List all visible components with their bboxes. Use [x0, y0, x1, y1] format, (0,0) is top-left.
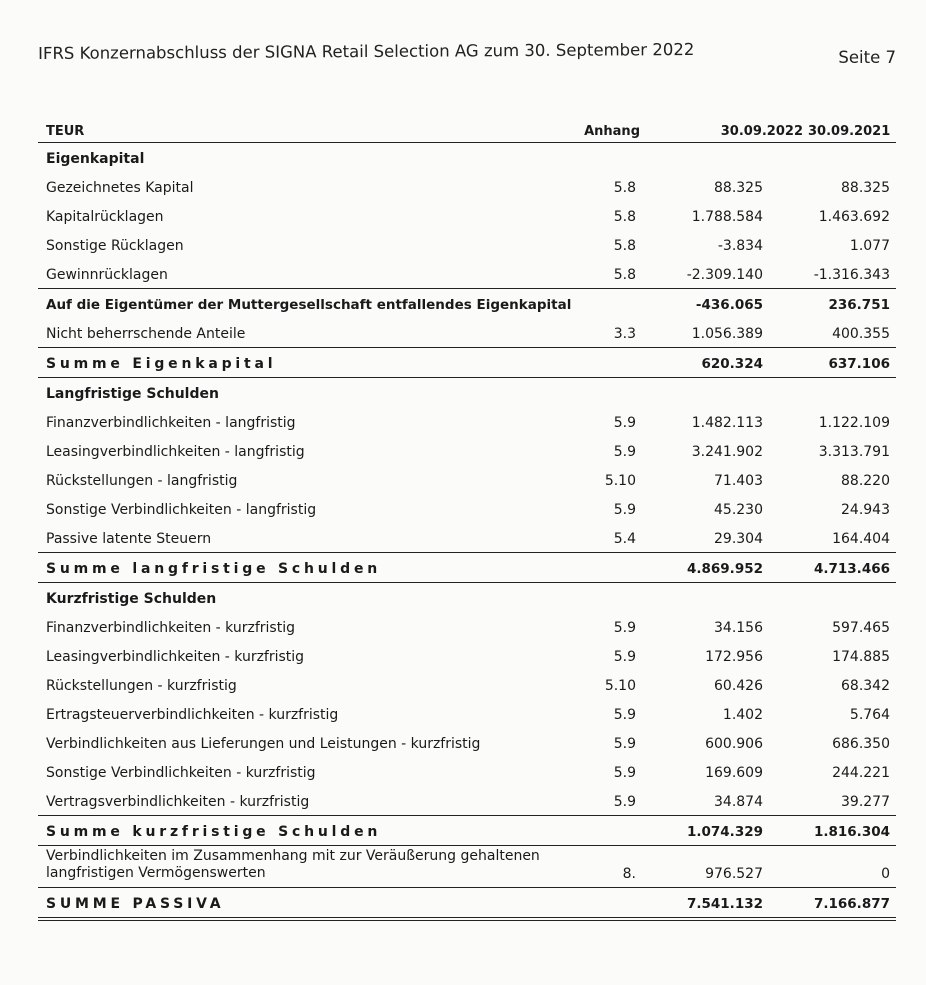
value-2021: 236.751: [828, 297, 890, 313]
row-label: Auf die Eigentümer der Muttergesellschaft entfallendes Eigenkapital: [46, 297, 572, 313]
row-note: 5.9: [613, 415, 636, 431]
row-label: Leasingverbindlichkeiten - langfristig: [46, 444, 305, 460]
balance-sheet-liabilities-table: [38, 118, 896, 921]
value-2021: 3.313.791: [818, 444, 890, 460]
section-heading-row: [38, 378, 896, 407]
table-row: [38, 728, 896, 757]
document-title: IFRS Konzernabschluss der SIGNA Retail Selection AG zum 30. September 2022: [38, 39, 695, 63]
table-row: [38, 670, 896, 699]
row-label: Eigenkapital: [46, 151, 145, 167]
value-2022: 620.324: [701, 356, 763, 372]
value-2022: 600.906: [705, 736, 763, 752]
row-note: 5.8: [613, 267, 636, 283]
total-row: [38, 816, 896, 846]
row-label: Rückstellungen - langfristig: [46, 473, 238, 489]
value-2021: 39.277: [841, 794, 890, 810]
value-2021: 88.325: [841, 180, 890, 196]
row-label: Summe kurzfristige Schulden: [46, 824, 382, 840]
value-2021: 1.122.109: [818, 415, 890, 431]
table-row: [38, 699, 896, 728]
value-2021: 637.106: [828, 356, 890, 372]
section-heading-row: [38, 583, 896, 612]
value-2021: 597.465: [832, 620, 890, 636]
row-label: Sonstige Rücklagen: [46, 238, 184, 254]
table-row: [38, 407, 896, 436]
table-row: [38, 318, 896, 348]
value-2022: 3.241.902: [691, 444, 763, 460]
row-note: 5.8: [613, 180, 636, 196]
row-label: Summe langfristige Schulden: [46, 561, 382, 577]
value-2022: 34.156: [714, 620, 763, 636]
table-row: [38, 494, 896, 523]
value-2021: 24.943: [841, 502, 890, 518]
column-header-note: Anhang: [584, 124, 640, 139]
value-2021: 1.463.692: [818, 209, 890, 225]
row-note: 5.4: [613, 531, 636, 547]
total-row: [38, 553, 896, 583]
row-label: Verbindlichkeiten aus Lieferungen und Leistungen - kurzfristig: [46, 736, 481, 752]
row-label: Vertragsverbindlichkeiten - kurzfristig: [46, 794, 310, 810]
value-2021: 1.816.304: [813, 824, 890, 840]
value-2021: 244.221: [832, 765, 890, 781]
value-2021: 88.220: [841, 473, 890, 489]
row-label: Ertragsteuerverbindlichkeiten - kurzfristig: [46, 707, 339, 723]
table-row: [38, 436, 896, 465]
row-label: Passive latente Steuern: [46, 531, 212, 547]
row-note: 5.9: [613, 707, 636, 723]
page-number: Seite 7: [838, 48, 896, 67]
value-2022: 1.788.584: [691, 209, 763, 225]
row-note: 5.9: [613, 502, 636, 518]
value-2021: 400.355: [832, 326, 890, 342]
value-2021: 0: [881, 866, 890, 882]
value-2021: 1.077: [849, 238, 890, 254]
section-heading-row: [38, 143, 896, 172]
table-row: [38, 641, 896, 670]
value-2022: -436.065: [695, 297, 763, 313]
value-2022: 34.874: [714, 794, 763, 810]
table-row: [38, 230, 896, 259]
value-2022: 88.325: [714, 180, 763, 196]
value-2022: 976.527: [705, 866, 763, 882]
value-2021: -1.316.343: [813, 267, 890, 283]
table-row: [38, 846, 896, 888]
value-2021: 68.342: [841, 678, 890, 694]
row-label: Rückstellungen - kurzfristig: [46, 678, 237, 694]
row-label: Langfristige Schulden: [46, 386, 219, 402]
value-2022: 1.056.389: [691, 326, 763, 342]
value-2022: 4.869.952: [686, 561, 763, 577]
value-2022: 71.403: [714, 473, 763, 489]
table-row: [38, 289, 896, 318]
value-2021: 686.350: [832, 736, 890, 752]
row-note: 5.8: [613, 238, 636, 254]
value-2022: 29.304: [714, 531, 763, 547]
row-note: 5.9: [613, 736, 636, 752]
table-header: [38, 118, 896, 143]
table-row: [38, 201, 896, 230]
row-label: Finanzverbindlichkeiten - kurzfristig: [46, 620, 295, 636]
value-2022: 1.074.329: [686, 824, 763, 840]
table-body: [38, 143, 896, 921]
value-2022: 7.541.132: [686, 896, 763, 912]
value-2022: 172.956: [705, 649, 763, 665]
value-2021: 7.166.877: [813, 896, 890, 912]
value-2022: 1.482.113: [691, 415, 763, 431]
row-note: 5.9: [613, 620, 636, 636]
value-2022: 1.402: [722, 707, 763, 723]
column-header-2021: 30.09.2021: [808, 124, 891, 139]
row-label: Kurzfristige Schulden: [46, 591, 217, 607]
row-note: 5.10: [604, 473, 636, 489]
row-note: 5.9: [613, 765, 636, 781]
total-row: [38, 348, 896, 378]
total-row: [38, 888, 896, 921]
value-2022: 60.426: [714, 678, 763, 694]
table-row: [38, 612, 896, 641]
table-row: [38, 786, 896, 816]
value-2022: 45.230: [714, 502, 763, 518]
row-note: 5.9: [613, 794, 636, 810]
row-label: Finanzverbindlichkeiten - langfristig: [46, 415, 296, 431]
row-label: Kapitalrücklagen: [46, 209, 164, 225]
column-header-2022: 30.09.2022: [720, 124, 803, 139]
row-label: Gezeichnetes Kapital: [46, 180, 194, 196]
value-2022: -2.309.140: [686, 267, 763, 283]
table-row: [38, 465, 896, 494]
table-row: [38, 259, 896, 289]
row-label: Sonstige Verbindlichkeiten - langfristig: [46, 502, 317, 518]
value-2022: -3.834: [717, 238, 763, 254]
value-2021: 174.885: [832, 649, 890, 665]
row-note: 5.9: [613, 444, 636, 460]
row-note: 5.9: [613, 649, 636, 665]
value-2021: 164.404: [832, 531, 890, 547]
table-row: [38, 172, 896, 201]
row-label: Leasingverbindlichkeiten - kurzfristig: [46, 649, 305, 665]
row-note: 3.3: [613, 326, 636, 342]
row-note: 5.8: [613, 209, 636, 225]
value-2022: 169.609: [705, 765, 763, 781]
value-2021: 5.764: [849, 707, 890, 723]
row-label: Sonstige Verbindlichkeiten - kurzfristig: [46, 765, 316, 781]
value-2021: 4.713.466: [813, 561, 890, 577]
row-note: 8.: [622, 866, 636, 882]
row-label: SUMME PASSIVA: [46, 896, 225, 912]
row-label: Summe Eigenkapital: [46, 356, 277, 372]
table-row: [38, 523, 896, 553]
table-row: [38, 757, 896, 786]
row-label: Nicht beherrschende Anteile: [46, 326, 246, 342]
row-label: Verbindlichkeiten im Zusammenhang mit zur Veräußerung gehaltenen langfristigen Vermögenswerten: [46, 848, 540, 881]
column-header-unit: TEUR: [46, 124, 85, 139]
row-label: Gewinnrücklagen: [46, 267, 168, 283]
row-note: 5.10: [604, 678, 636, 694]
